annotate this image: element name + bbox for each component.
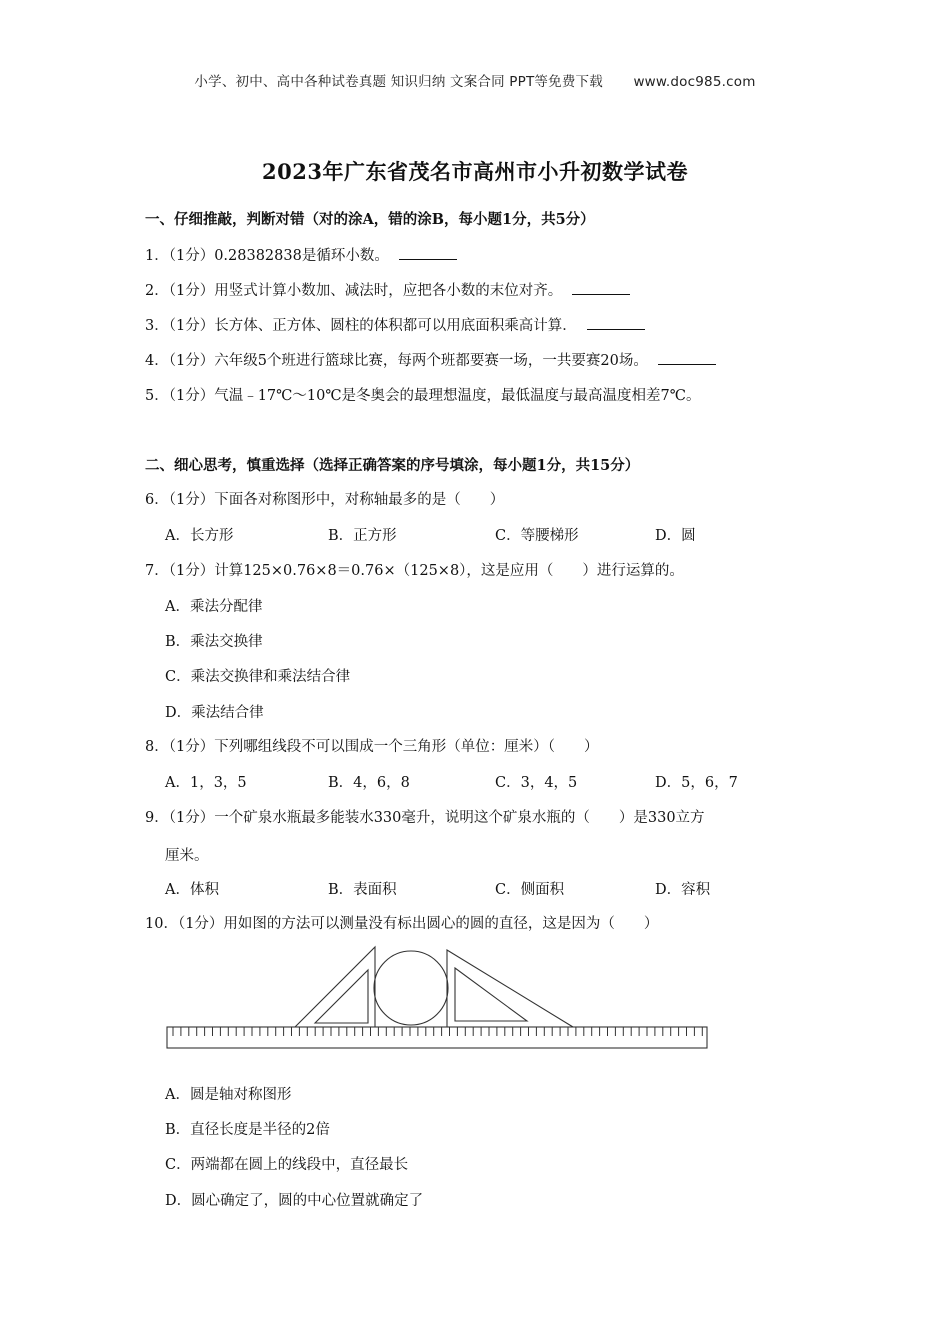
exam-title: 2023年广东省茂名市高州市小升初数学试卷 <box>262 159 688 184</box>
q9-option-b[interactable]: B．表面积 <box>328 882 397 898</box>
q7-option-d[interactable]: D．乘法结合律 <box>165 705 264 721</box>
q10-option-a[interactable]: A．圆是轴对称图形 <box>165 1087 292 1103</box>
question-2-text: 2．（1分）用竖式计算小数加、减法时，应把各小数的末位对齐。 <box>145 283 563 299</box>
q6-option-d[interactable]: D．圆 <box>655 528 696 544</box>
question-9: 9．（1分）一个矿泉水瓶最多能装水330毫升，说明这个矿泉水瓶的（ ）是330立方 <box>145 810 705 826</box>
right-set-square-inner <box>455 968 527 1021</box>
question-4 <box>145 351 716 371</box>
left-set-square-outer <box>295 947 375 1027</box>
header-left-text: 小学、初中、高中各种试卷真题 知识归纳 文案合同 PPT等免费下载 <box>194 74 603 90</box>
question-3-text: 3．（1分）长方体、正方体、圆柱的体积都可以用底面积乘高计算． <box>145 318 577 334</box>
q10-option-b[interactable]: B．直径长度是半径的2倍 <box>165 1122 330 1138</box>
q7-option-b[interactable]: B．乘法交换律 <box>165 634 263 650</box>
question-4-text: 4．（1分）六年级5个班进行篮球比赛，每两个班都要赛一场，一共要赛20场。 <box>145 353 648 369</box>
question-6: 6．（1分）下面各对称图形中，对称轴最多的是（ ） <box>145 492 505 508</box>
question-9-continued: 厘米。 <box>165 848 209 864</box>
answer-blank-1[interactable] <box>399 247 457 260</box>
question-7: 7．（1分）计算125×0.76×8＝0.76×（125×8），这是应用（ ）进行运算的。 <box>145 563 684 579</box>
q8-option-a[interactable]: A．1，3，5 <box>165 775 247 791</box>
ruler-triangles-circle-figure <box>165 944 713 1054</box>
q9-option-d[interactable]: D．容积 <box>655 882 711 898</box>
circle <box>374 951 448 1025</box>
q9-option-a[interactable]: A．体积 <box>165 882 219 898</box>
q8-option-d[interactable]: D．5，6，7 <box>655 775 738 791</box>
question-5-text: 5．（1分）气温﹣17℃～10℃是冬奥会的最理想温度，最低温度与最高温度相差7℃。 <box>145 388 701 404</box>
question-2 <box>145 281 630 301</box>
q6-option-b[interactable]: B．正方形 <box>328 528 397 544</box>
page-header <box>0 70 950 90</box>
q9-option-c[interactable]: C．侧面积 <box>495 882 565 898</box>
question-1-text: 1．（1分）0.28382838是循环小数。 <box>145 248 389 264</box>
answer-blank-2[interactable] <box>572 282 630 295</box>
answer-blank-3[interactable] <box>587 317 645 330</box>
section2-heading: 二、细心思考，慎重选择（选择正确答案的序号填涂，每小题1分，共15分） <box>145 457 640 474</box>
q10-option-c[interactable]: C．两端都在圆上的线段中，直径最长 <box>165 1157 409 1173</box>
ruler-body <box>167 1027 707 1048</box>
q7-option-a[interactable]: A．乘法分配律 <box>165 599 263 615</box>
q8-option-b[interactable]: B．4，6，8 <box>328 775 410 791</box>
q8-option-c[interactable]: C．3，4，5 <box>495 775 578 791</box>
q6-option-c[interactable]: C．等腰梯形 <box>495 528 579 544</box>
question-8: 8．（1分）下列哪组线段不可以围成一个三角形（单位：厘米）（ ） <box>145 739 599 755</box>
section1-heading: 一、仔细推敲，判断对错（对的涂A，错的涂B，每小题1分，共5分） <box>145 211 595 228</box>
q10-option-d[interactable]: D．圆心确定了，圆的中心位置就确定了 <box>165 1193 424 1209</box>
header-site-text: www.doc985.com <box>633 74 756 90</box>
right-set-square-outer <box>447 950 573 1027</box>
ruler-ticks <box>173 1027 702 1036</box>
q6-option-a[interactable]: A．长方形 <box>165 528 234 544</box>
question-1 <box>145 246 457 266</box>
question-5 <box>145 386 701 406</box>
question-3 <box>145 316 645 336</box>
q7-option-c[interactable]: C．乘法交换律和乘法结合律 <box>165 669 351 685</box>
question-10: 10．（1分）用如图的方法可以测量没有标出圆心的圆的直径，这是因为（ ） <box>145 916 659 932</box>
answer-blank-4[interactable] <box>658 352 716 365</box>
left-set-square-inner <box>315 970 368 1023</box>
